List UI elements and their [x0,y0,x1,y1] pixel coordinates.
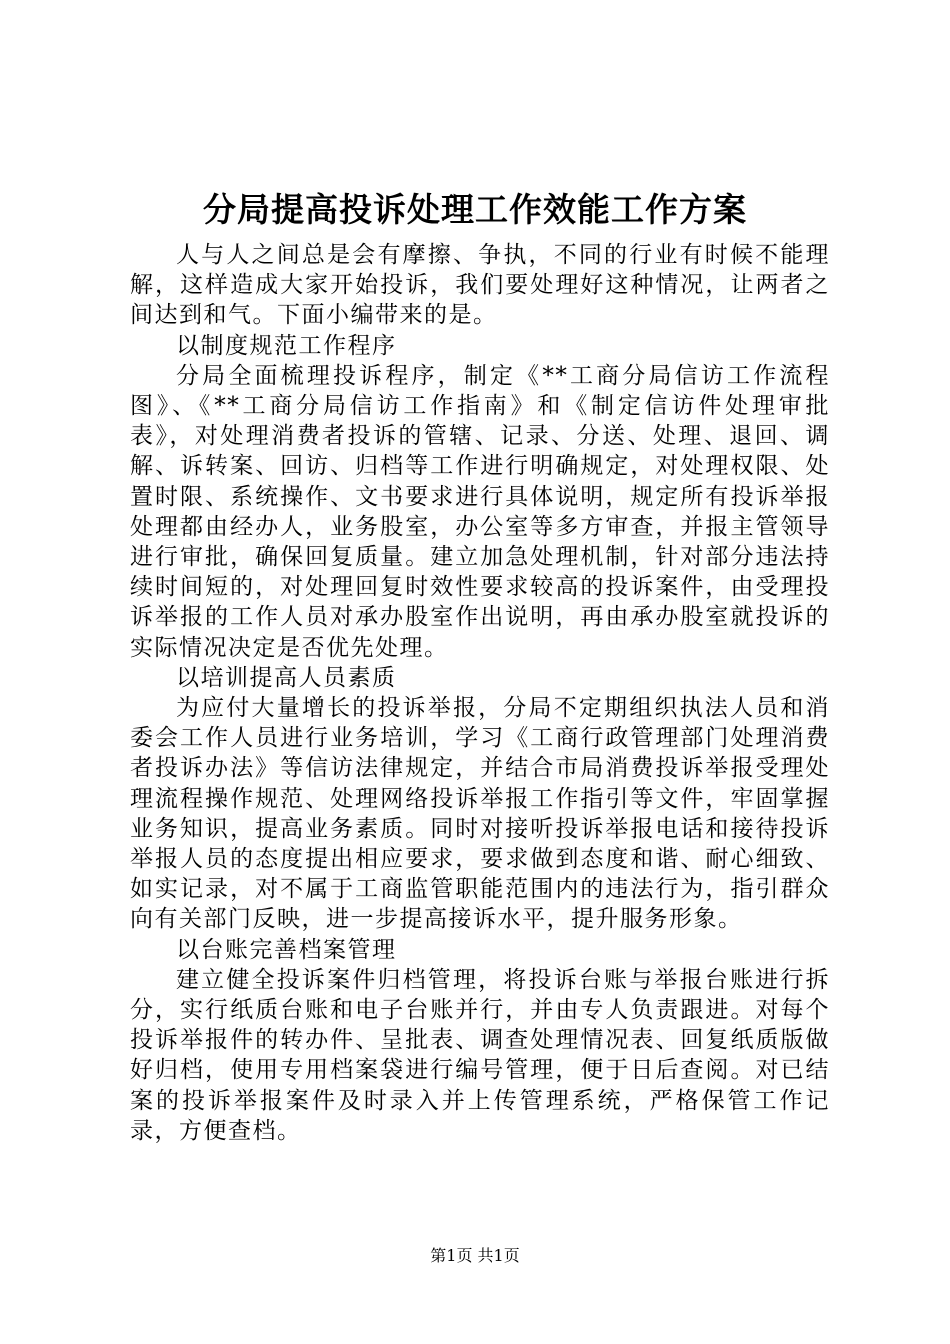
intro-paragraph: 人与人之间总是会有摩擦、争执，不同的行业有时候不能理解，这样造成大家开始投诉，我们要处理好这种情况，让两者之间达到和气。下面小编带来的是。 [130,242,830,329]
section-heading-system: 以制度规范工作程序 [176,332,397,359]
section-heading-archive: 以台账完善档案管理 [176,936,397,963]
page-number-footer: 第1页 共1页 [430,1246,520,1265]
section-paragraph-archive: 建立健全投诉案件归档管理，将投诉台账与举报台账进行拆分，实行纸质台账和电子台账并行，并由专人负责跟进。对每个投诉举报件的转办件、呈批表、调查处理情况表、回复纸质版做好归档，使用专用档案袋进行编号管理，便于日后查阅。对已结案的投诉举报案件及时录入并上传管理系统，严格保管工作记录，方便查档。 [130,966,830,1144]
section-paragraph-system: 分局全面梳理投诉程序，制定《**工商分局信访工作流程图》、《**工商分局信访工作指南》和《制定信访件处理审批表》，对处理消费者投诉的管辖、记录、分送、处理、退回、调解、诉转案、回访、归档等工作进行明确规定，对处理权限、处置时限、系统操作、文书要求进行具体说明，规定所有投诉举报处理都由经办人，业务股室，办公室等多方审查，并报主管领导进行审批，确保回复质量。建立加急处理机制，针对部分违法持续时间短的，对处理回复时效性要求较高的投诉案件，由受理投诉举报的工作人员对承办股室作出说明，再由承办股室就投诉的实际情况决定是否优先处理。 [130,362,830,661]
document-title: 分局提高投诉处理工作效能工作方案 [203,190,747,229]
document-body [130,240,830,1146]
section-paragraph-training: 为应付大量增长的投诉举报，分局不定期组织执法人员和消委会工作人员进行业务培训，学习《工商行政管理部门处理消费者投诉办法》等信访法律规定，并结合市局消费投诉举报受理处理流程操作规范、处理网络投诉举报工作指引等文件，牢固掌握业务知识，提高业务素质。同时对接听投诉举报电话和接待投诉举报人员的态度提出相应要求，要求做到态度和谐、耐心细致、如实记录，对不属于工商监管职能范围内的违法行为，指引群众向有关部门反映，进一步提高接诉水平，提升服务形象。 [130,695,830,933]
section-heading-training: 以培训提高人员素质 [176,664,397,691]
